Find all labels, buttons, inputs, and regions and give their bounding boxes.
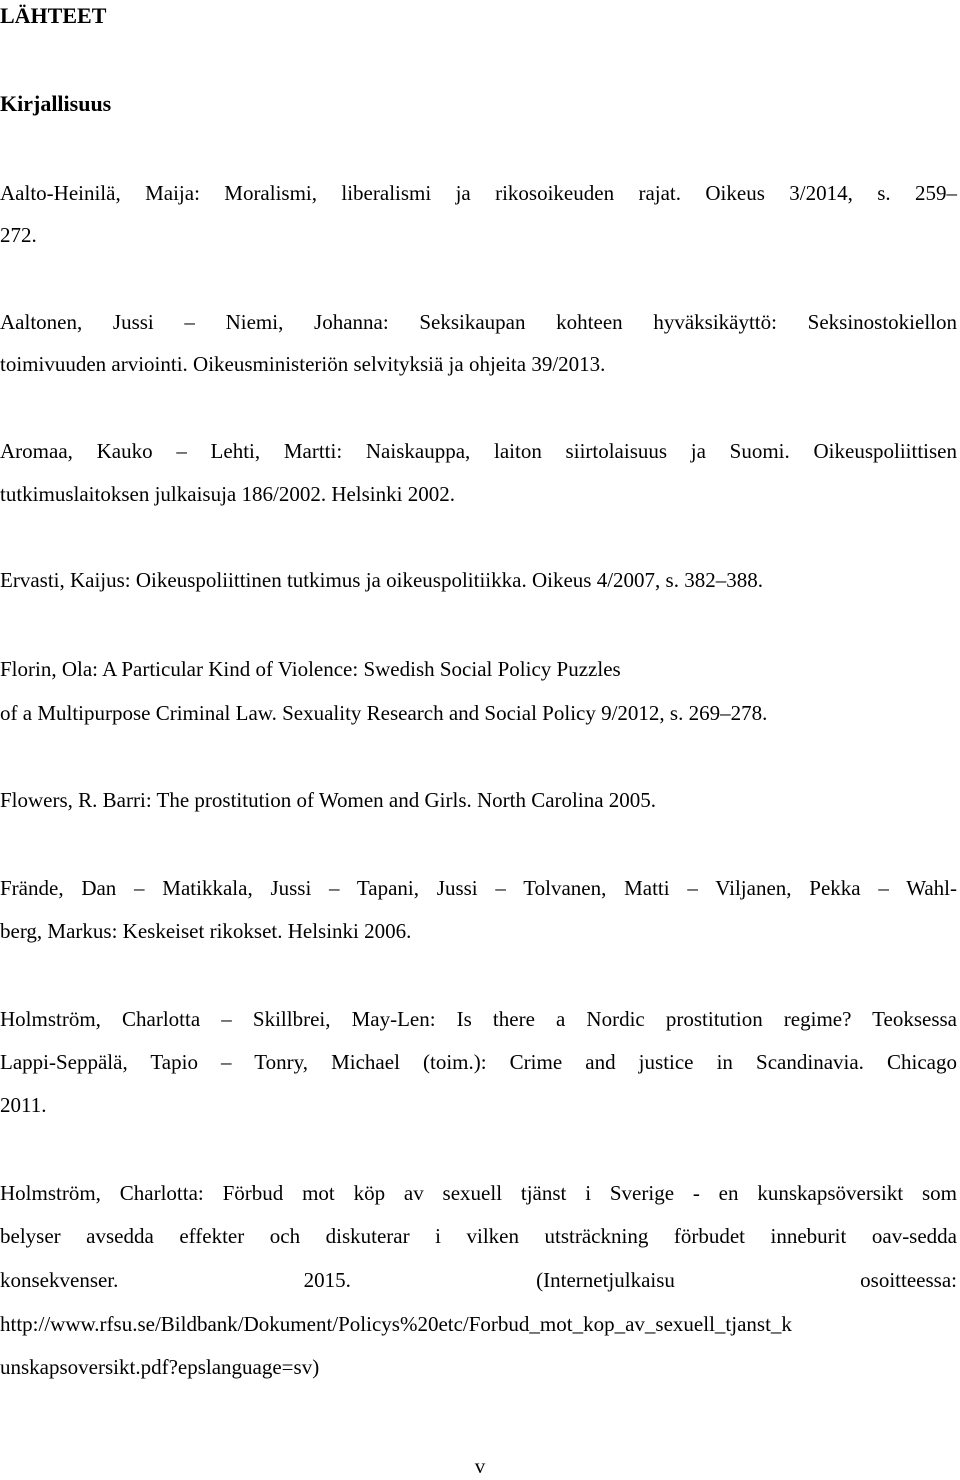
reference-line: belyser avsedda effekter och diskuterar i vilken utsträckning förbudet inneburit oav-sedda xyxy=(0,1224,957,1248)
reference-line: Aromaa, Kauko – Lehti, Martti: Naiskauppa, laiton siirtolaisuus ja Suomi. Oikeuspoliittisen xyxy=(0,439,957,463)
reference-line: 272. xyxy=(0,223,37,247)
reference-line: 2011. xyxy=(0,1093,47,1117)
reference-line: toimivuuden arviointi. Oikeusministeriön selvityksiä ja ohjeita 39/2013. xyxy=(0,352,606,376)
reference-line: Lappi-Seppälä, Tapio – Tonry, Michael (toim.): Crime and justice in Scandinavia. Chicago xyxy=(0,1050,957,1074)
reference-line: of a Multipurpose Criminal Law. Sexuality Research and Social Policy 9/2012, s. 269–278. xyxy=(0,701,768,725)
section-title: Kirjallisuus xyxy=(0,91,112,116)
reference-line: Aalto-Heinilä, Maija: Moralismi, liberalismi ja rikosoikeuden rajat. Oikeus 3/2014, s. 259– xyxy=(0,181,957,205)
reference-line: Ervasti, Kaijus: Oikeuspoliittinen tutkimus ja oikeuspolitiikka. Oikeus 4/2007, s. 382–388. xyxy=(0,568,763,592)
reference-line: berg, Markus: Keskeiset rikokset. Helsinki 2006. xyxy=(0,919,412,943)
reference-url-line: http://www.rfsu.se/Bildbank/Dokument/Policys%20etc/Forbud_mot_kop_av_sexuell_tjanst_k xyxy=(0,1312,792,1336)
reference-line: Florin, Ola: A Particular Kind of Violence: Swedish Social Policy Puzzles xyxy=(0,657,621,681)
reference-line: Frände, Dan – Matikkala, Jussi – Tapani, Jussi – Tolvanen, Matti – Viljanen, Pekka – Wahl- xyxy=(0,876,957,900)
reference-line: Holmström, Charlotta – Skillbrei, May-Len: Is there a Nordic prostitution regime? Teoksessa xyxy=(0,1007,957,1031)
page-number: v xyxy=(474,1454,486,1478)
reference-line: Holmström, Charlotta: Förbud mot köp av sexuell tjänst i Sverige - en kunskapsöversikt som xyxy=(0,1181,957,1205)
page-title: LÄHTEET xyxy=(0,3,107,28)
reference-line: Aaltonen, Jussi – Niemi, Johanna: Seksikaupan kohteen hyväksikäyttö: Seksinostokiellon xyxy=(0,310,957,334)
reference-url-line: unskapsoversikt.pdf?epslanguage=sv) xyxy=(0,1355,320,1379)
reference-line: Flowers, R. Barri: The prostitution of Women and Girls. North Carolina 2005. xyxy=(0,788,657,812)
reference-line: tutkimuslaitoksen julkaisuja 186/2002. Helsinki 2002. xyxy=(0,482,455,506)
reference-line: konsekvenser. 2015. (Internetjulkaisu osoitteessa: xyxy=(0,1268,957,1292)
